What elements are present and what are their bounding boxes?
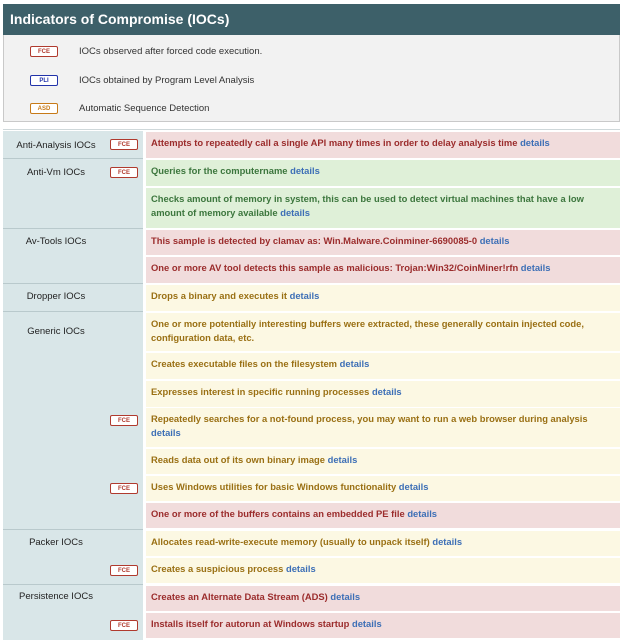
fce-badge: FCE [30,46,58,57]
details-link[interactable]: details [290,165,320,176]
ioc-description: Repeatedly searches for a not-found process, you may want to run a web browser during analysis [151,413,588,424]
group-label-dropper: Dropper IOCs [26,291,86,302]
details-link[interactable]: details [407,508,438,519]
details-link[interactable]: details [520,137,550,148]
ioc-row [146,449,620,474]
ioc-description: Allocates read-write-execute memory (usually to unpack itself) [151,536,430,547]
fce-badge: FCE [110,167,138,178]
group-label-persistence: Persistence IOCs [19,591,93,602]
fce-badge: FCE [110,415,138,426]
group-separator [3,529,143,530]
ioc-row [146,160,620,186]
divider [3,129,620,130]
legend-panel [3,35,620,122]
ioc-row [146,531,620,556]
ioc-description: Drops a binary and executes it [151,290,287,301]
legend-text-asd: Automatic Sequence Detection [79,102,210,114]
details-link[interactable]: details [330,591,361,602]
ioc-description: One or more of the buffers contains an embedded PE file [151,508,405,519]
details-link[interactable]: details [351,618,382,629]
ioc-description: Expresses interest in specific running processes [151,386,370,397]
ioc-row [146,503,620,528]
ioc-description: Creates an Alternate Data Stream (ADS) [151,591,328,602]
pli-badge: PLI [30,75,58,86]
details-link[interactable]: details [339,358,370,369]
ioc-description: One or more AV tool detects this sample as malicious: Trojan:Win32/CoinMiner!rfn [151,262,519,273]
details-link[interactable]: details [280,207,310,218]
ioc-row [146,558,620,583]
ioc-description: Attempts to repeatedly call a single API many times in order to delay analysis time [151,137,518,148]
ioc-row [146,188,620,228]
details-link[interactable]: details [289,290,320,301]
details-link[interactable]: details [432,536,463,547]
details-link[interactable]: details [285,563,316,574]
group-separator [3,311,143,312]
group-separator [3,584,143,585]
ioc-description: Queries for the computername [151,165,288,176]
ioc-description: One or more potentially interesting buffers were extracted, these generally contain injected code, configuration data, etc. [151,318,584,343]
group-label-anti-vm: Anti-Vm IOCs [26,167,86,178]
details-link[interactable]: details [327,454,358,465]
fce-badge: FCE [110,620,138,631]
details-link[interactable]: details [371,386,402,397]
asd-badge: ASD [30,103,58,114]
details-link[interactable]: details [479,235,510,246]
ioc-description: Uses Windows utilities for basic Windows functionality [151,481,397,492]
details-link[interactable]: details [520,262,551,273]
ioc-row [146,586,620,611]
ioc-row [146,257,620,283]
fce-badge: FCE [110,565,138,576]
ioc-row [146,613,620,638]
group-label-anti-analysis: Anti-Analysis IOCs [16,140,96,151]
group-separator [3,283,143,284]
group-label-packer: Packer IOCs [29,537,83,548]
ioc-row [146,381,620,407]
ioc-row [146,476,620,501]
ioc-row [146,353,620,379]
details-link[interactable]: details [398,481,429,492]
fce-badge: FCE [110,139,138,150]
ioc-row [146,313,620,351]
legend-text-pli: IOCs obtained by Program Level Analysis [79,74,255,86]
ioc-description: Installs itself for autorun at Windows startup [151,618,350,629]
legend-text-fce: IOCs observed after forced code execution. [79,45,263,57]
ioc-description: This sample is detected by clamav as: Win.Malware.Coinminer-6690085-0 [151,235,478,246]
ioc-row [146,132,620,158]
ioc-category-column [3,131,143,640]
ioc-description: Creates a suspicious process [151,563,284,574]
ioc-row [146,408,620,447]
fce-badge: FCE [110,483,138,494]
ioc-description: Reads data out of its own binary image [151,454,325,465]
group-label-av-tools: Av-Tools IOCs [25,236,87,247]
details-link[interactable]: details [151,427,181,438]
ioc-row [146,230,620,255]
ioc-row [146,285,620,311]
group-separator [3,158,143,159]
group-label-generic: Generic IOCs [27,326,85,337]
ioc-description: Creates executable files on the filesystem [151,358,338,369]
ioc-header [3,4,620,35]
ioc-description: Checks amount of memory in system, this can be used to detect virtual machines that have a low amount of memory available [151,193,584,218]
page-title: Indicators of Compromise (IOCs) [10,11,230,27]
group-separator [3,228,143,229]
